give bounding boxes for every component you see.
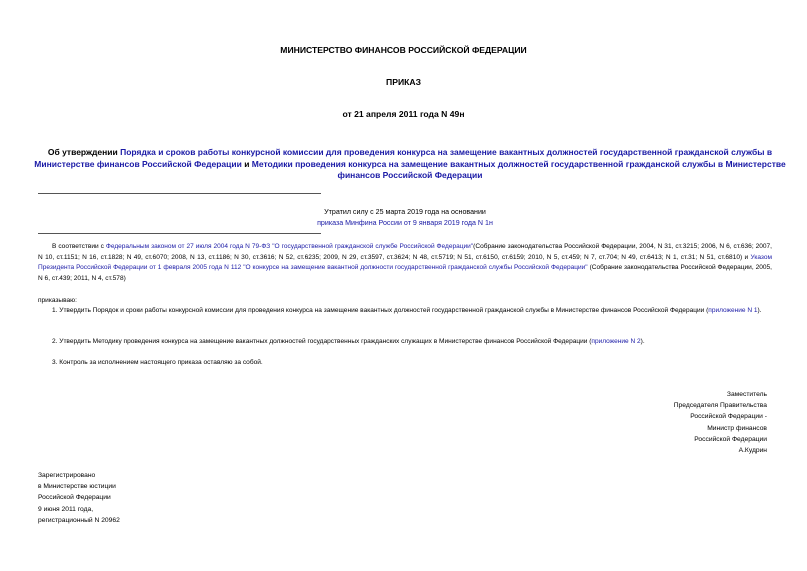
signature-line: Заместитель <box>726 391 767 398</box>
item-2-text: 2. Утвердить Методику проведения конкурса на замещение вакантных должностей государственных гражданских служащих в Министерстве финансов Российской Федерации ( <box>52 338 592 345</box>
federal-law-link[interactable]: Федеральным законом от 27 июля 2004 года N 79-ФЗ "О государственной гражданской службе Российской Федерации" <box>105 243 474 250</box>
appendix-2-link[interactable]: приложение N 2 <box>591 338 641 345</box>
signature-block <box>674 389 767 456</box>
preamble-text-1: В соответствии с <box>52 243 106 250</box>
preamble-text-2: (Собрание законодательства Российской Федерации, 2004, N 31, ст.3215; 2006, N 6, ст.636; 2007, N 10, ст.1151; N 16, ст.1828; N 49, ст.6070; 2008, N 13, ст.1186; N 30, ст.3616; N 52, ст.6235; 2009, N 29, ст.3597, ст.3624; N 48, ст.5719; N 51, ст.6150, ст.6159; 2010, N 5, ст.459; N 7, ст.704; N 49, ст.6413; N 1, ст.31; N 51, ст.6810) и <box>38 243 772 261</box>
registration-line: 9 июня 2011 года, <box>38 505 94 513</box>
repeal-order-link[interactable]: приказа Минфина России от 9 января 2019 года N 1н <box>317 219 493 227</box>
document-title <box>30 147 790 182</box>
appendix-1-link[interactable]: приложение N 1 <box>708 307 758 314</box>
preamble-paragraph <box>38 242 772 284</box>
signature-line: Российской Федерации <box>694 435 767 443</box>
order-item-3: 3. Контроль за исполнением настоящего приказа оставляю за собой. <box>52 359 263 366</box>
document-date-number: от 21 апреля 2011 года N 49н <box>342 109 465 119</box>
registration-line: Зарегистрировано <box>38 472 96 479</box>
status-note <box>240 207 570 229</box>
item-2-end: ). <box>640 338 645 345</box>
item-1-text: 1. Утвердить Порядок и сроки работы конкурсной комиссии для проведения конкурса на замещение вакантных должностей государственной гражданской службы в Министерстве финансов Российской Федерации ( <box>52 307 709 314</box>
signature-line: Министр финансов <box>707 424 767 432</box>
document-type: ПРИКАЗ <box>386 77 421 87</box>
signature-line: Председателя Правительства <box>673 402 767 410</box>
preamble-text-3: (Собрание законодательства Российской Федерации, 2005, N 6, ст.439; 2011, N 4, ст.578) <box>38 264 772 282</box>
ministry-heading: МИНИСТЕРСТВО ФИНАНСОВ РОССИЙСКОЙ ФЕДЕРАЦИИ <box>280 45 527 55</box>
procedure-link[interactable]: Порядка и сроков работы конкурсной комиссии для проведения конкурса на замещение вакантных должностей государственной гражданской службы в Министерстве финансов Российской Федерации <box>34 147 773 169</box>
presidential-decree-link[interactable]: Указом Президента Российской Федерации от 1 февраля 2005 года N 112 "О конкурсе на замещение вакантной должности государственной гражданской службы Российской Федерации" <box>38 253 772 271</box>
registration-line: регистрационный N 20962 <box>38 516 120 524</box>
order-item-1 <box>38 306 772 317</box>
divider-bottom <box>38 233 321 234</box>
item-1-end: ). <box>757 307 762 314</box>
registration-line: Российской Федерации <box>38 494 111 502</box>
divider-top <box>38 193 321 194</box>
signature-line: Российской Федерации - <box>690 413 767 421</box>
title-prefix: Об утверждении <box>47 147 121 157</box>
registration-line: в Министерстве юстиции <box>38 483 116 491</box>
status-note-text: Утратил силу с 25 марта 2019 года на основании <box>324 208 486 216</box>
order-item-2 <box>38 337 772 348</box>
methodology-link[interactable]: Методики проведения конкурса на замещение вакантных должностей государственной гражданской службы в Министерстве финансов Российской Федерации <box>251 158 786 180</box>
registration-block <box>38 470 120 526</box>
title-middle: и <box>241 158 252 169</box>
signature-name: А.Кудрин <box>738 447 767 455</box>
order-word: приказываю: <box>38 297 77 304</box>
